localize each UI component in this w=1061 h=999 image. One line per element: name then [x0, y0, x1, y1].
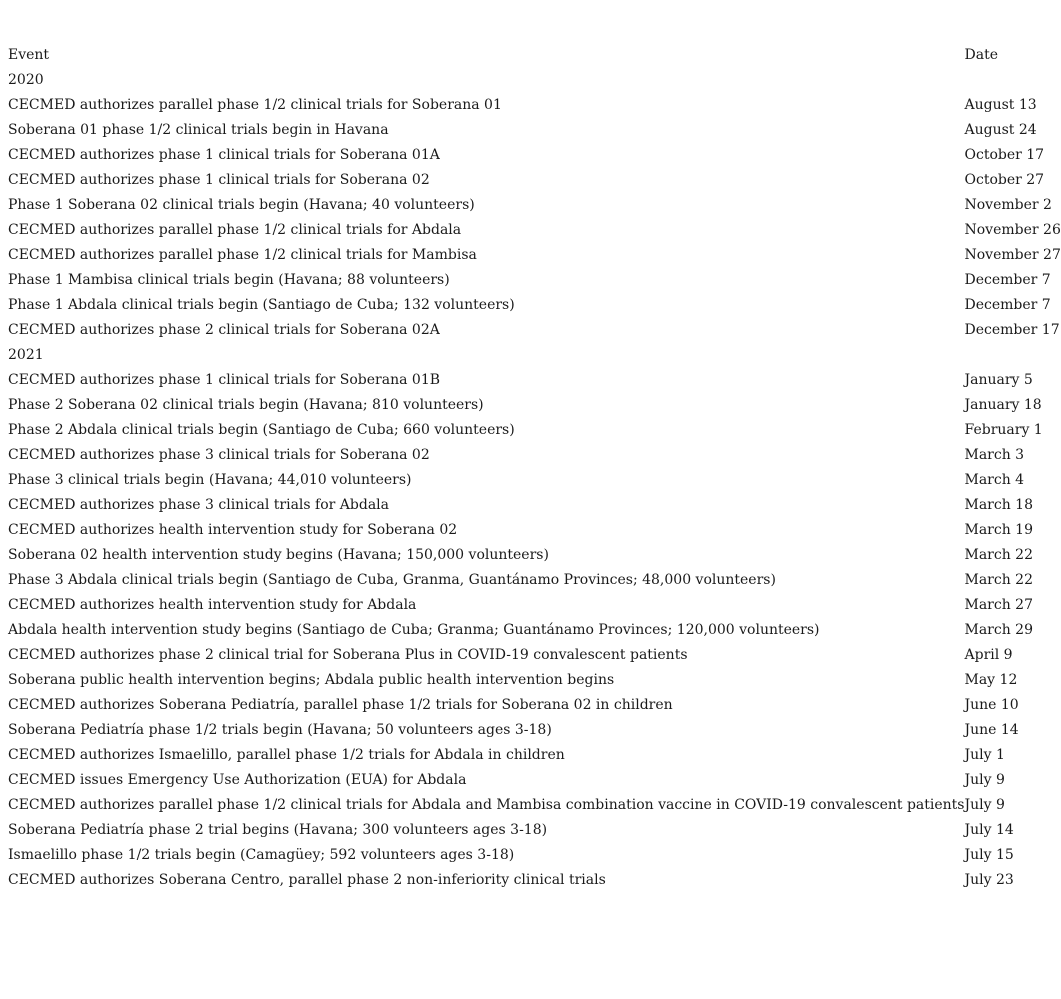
event-cell: CECMED authorizes health intervention study for Abdala [8, 597, 417, 613]
table-row [8, 843, 1061, 868]
table-row [8, 743, 1061, 768]
event-cell: CECMED authorizes phase 2 clinical trial for Soberana Plus in COVID-19 convalescent patients [8, 647, 688, 663]
date-cell: October 27 [964, 172, 1045, 188]
event-cell: CECMED authorizes Ismaelillo, parallel phase 1/2 trials for Abdala in children [8, 747, 565, 763]
year-date-blank [965, 343, 1061, 368]
date-cell: July 9 [964, 797, 1005, 813]
event-cell: CECMED authorizes phase 3 clinical trials for Soberana 02 [8, 447, 430, 463]
date-cell: March 27 [964, 597, 1033, 613]
table-row [8, 568, 1061, 593]
table-row [8, 618, 1061, 643]
date-cell: July 23 [964, 872, 1014, 888]
date-column-header: Date [964, 47, 998, 63]
date-cell: December 17 [964, 322, 1060, 338]
event-cell: CECMED authorizes phase 1 clinical trials for Soberana 02 [8, 172, 430, 188]
date-cell: April 9 [964, 647, 1013, 663]
event-cell: CECMED authorizes phase 3 clinical trials for Abdala [8, 497, 389, 513]
date-cell: March 4 [964, 472, 1025, 488]
table-row [8, 668, 1061, 693]
event-cell: Phase 2 Soberana 02 clinical trials begin (Havana; 810 volunteers) [8, 397, 484, 413]
date-cell: December 7 [964, 297, 1051, 313]
table-row [8, 793, 1061, 818]
event-cell: Phase 3 clinical trials begin (Havana; 44,010 volunteers) [8, 472, 412, 488]
date-cell: March 3 [964, 447, 1025, 463]
event-cell: Phase 1 Abdala clinical trials begin (Santiago de Cuba; 132 volunteers) [8, 297, 515, 313]
event-cell: Phase 1 Mambisa clinical trials begin (Havana; 88 volunteers) [8, 272, 450, 288]
event-cell: Phase 1 Soberana 02 clinical trials begin (Havana; 40 volunteers) [8, 197, 475, 213]
table-row [8, 168, 1061, 193]
event-cell: CECMED authorizes phase 1 clinical trials for Soberana 01B [8, 372, 441, 388]
date-cell: July 9 [964, 772, 1005, 788]
year-label: 2021 [8, 347, 44, 363]
date-cell: December 7 [964, 272, 1051, 288]
table-row [8, 143, 1061, 168]
date-cell: March 18 [964, 497, 1033, 513]
table-row [8, 718, 1061, 743]
event-cell: CECMED authorizes phase 1 clinical trials for Soberana 01A [8, 147, 440, 163]
date-cell: January 5 [964, 372, 1033, 388]
event-cell: Soberana Pediatría phase 2 trial begins (Havana; 300 volunteers ages 3-18) [8, 822, 548, 838]
table-row [8, 818, 1061, 843]
event-cell: Ismaelillo phase 1/2 trials begin (Camagüey; 592 volunteers ages 3-18) [8, 847, 515, 863]
event-cell: Phase 3 Abdala clinical trials begin (Santiago de Cuba, Granma, Guantánamo Provinces; 48,000 volunteers) [8, 572, 776, 588]
table-row [8, 468, 1061, 493]
header-row [8, 43, 1061, 68]
year-row [8, 343, 1061, 368]
date-cell: August 13 [964, 97, 1037, 113]
date-cell: November 2 [964, 197, 1052, 213]
date-cell: July 14 [964, 822, 1014, 838]
date-cell: October 17 [964, 147, 1045, 163]
date-cell: January 18 [964, 397, 1042, 413]
event-cell: Soberana 01 phase 1/2 clinical trials begin in Havana [8, 122, 389, 138]
timeline-table [8, 43, 1061, 893]
date-cell: July 15 [964, 847, 1014, 863]
timeline-body [8, 68, 1061, 893]
year-label: 2020 [8, 72, 44, 88]
date-cell: March 19 [964, 522, 1033, 538]
table-row [8, 518, 1061, 543]
date-cell: February 1 [964, 422, 1043, 438]
event-cell: CECMED authorizes parallel phase 1/2 clinical trials for Abdala and Mambisa combination vaccine in COVID-19 convalescent patients [8, 797, 965, 813]
table-row [8, 543, 1061, 568]
event-cell: Phase 2 Abdala clinical trials begin (Santiago de Cuba; 660 volunteers) [8, 422, 515, 438]
date-cell: July 1 [964, 747, 1005, 763]
date-cell: June 14 [964, 722, 1019, 738]
date-cell: August 24 [964, 122, 1037, 138]
event-cell: Soberana 02 health intervention study begins (Havana; 150,000 volunteers) [8, 547, 549, 563]
event-cell: CECMED authorizes parallel phase 1/2 clinical trials for Mambisa [8, 247, 477, 263]
table-row [8, 318, 1061, 343]
table-row [8, 493, 1061, 518]
date-cell: March 22 [964, 572, 1033, 588]
event-cell: CECMED authorizes health intervention study for Soberana 02 [8, 522, 458, 538]
table-row [8, 443, 1061, 468]
table-row [8, 693, 1061, 718]
year-date-blank [965, 68, 1061, 93]
table-row [8, 593, 1061, 618]
date-cell: March 29 [964, 622, 1033, 638]
event-cell: CECMED authorizes parallel phase 1/2 clinical trials for Abdala [8, 222, 462, 238]
table-row [8, 118, 1061, 143]
table-row [8, 393, 1061, 418]
event-column-header: Event [8, 47, 50, 63]
table-row [8, 293, 1061, 318]
event-cell: Soberana Pediatría phase 1/2 trials begin (Havana; 50 volunteers ages 3-18) [8, 722, 552, 738]
event-cell: Abdala health intervention study begins (Santiago de Cuba; Granma; Guantánamo Provinces; 120,000 volunteers) [8, 622, 820, 638]
event-cell: CECMED authorizes phase 2 clinical trials for Soberana 02A [8, 322, 440, 338]
table-row [8, 243, 1061, 268]
date-cell: June 10 [964, 697, 1019, 713]
table-row [8, 193, 1061, 218]
event-cell: CECMED authorizes Soberana Centro, parallel phase 2 non-inferiority clinical trials [8, 872, 606, 888]
table-row [8, 418, 1061, 443]
date-cell: November 26 [964, 222, 1061, 238]
event-cell: CECMED issues Emergency Use Authorization (EUA) for Abdala [8, 772, 467, 788]
event-cell: CECMED authorizes parallel phase 1/2 clinical trials for Soberana 01 [8, 97, 502, 113]
table-row [8, 268, 1061, 293]
table-row [8, 93, 1061, 118]
table-row [8, 643, 1061, 668]
event-cell: CECMED authorizes Soberana Pediatría, parallel phase 1/2 trials for Soberana 02 in children [8, 697, 673, 713]
event-cell: Soberana public health intervention begins; Abdala public health intervention begins [8, 672, 615, 688]
date-cell: March 22 [964, 547, 1033, 563]
table-row [8, 868, 1061, 893]
table-row [8, 218, 1061, 243]
table-row [8, 368, 1061, 393]
table-row [8, 768, 1061, 793]
date-cell: November 27 [964, 247, 1061, 263]
date-cell: May 12 [964, 672, 1018, 688]
year-row [8, 68, 1061, 93]
